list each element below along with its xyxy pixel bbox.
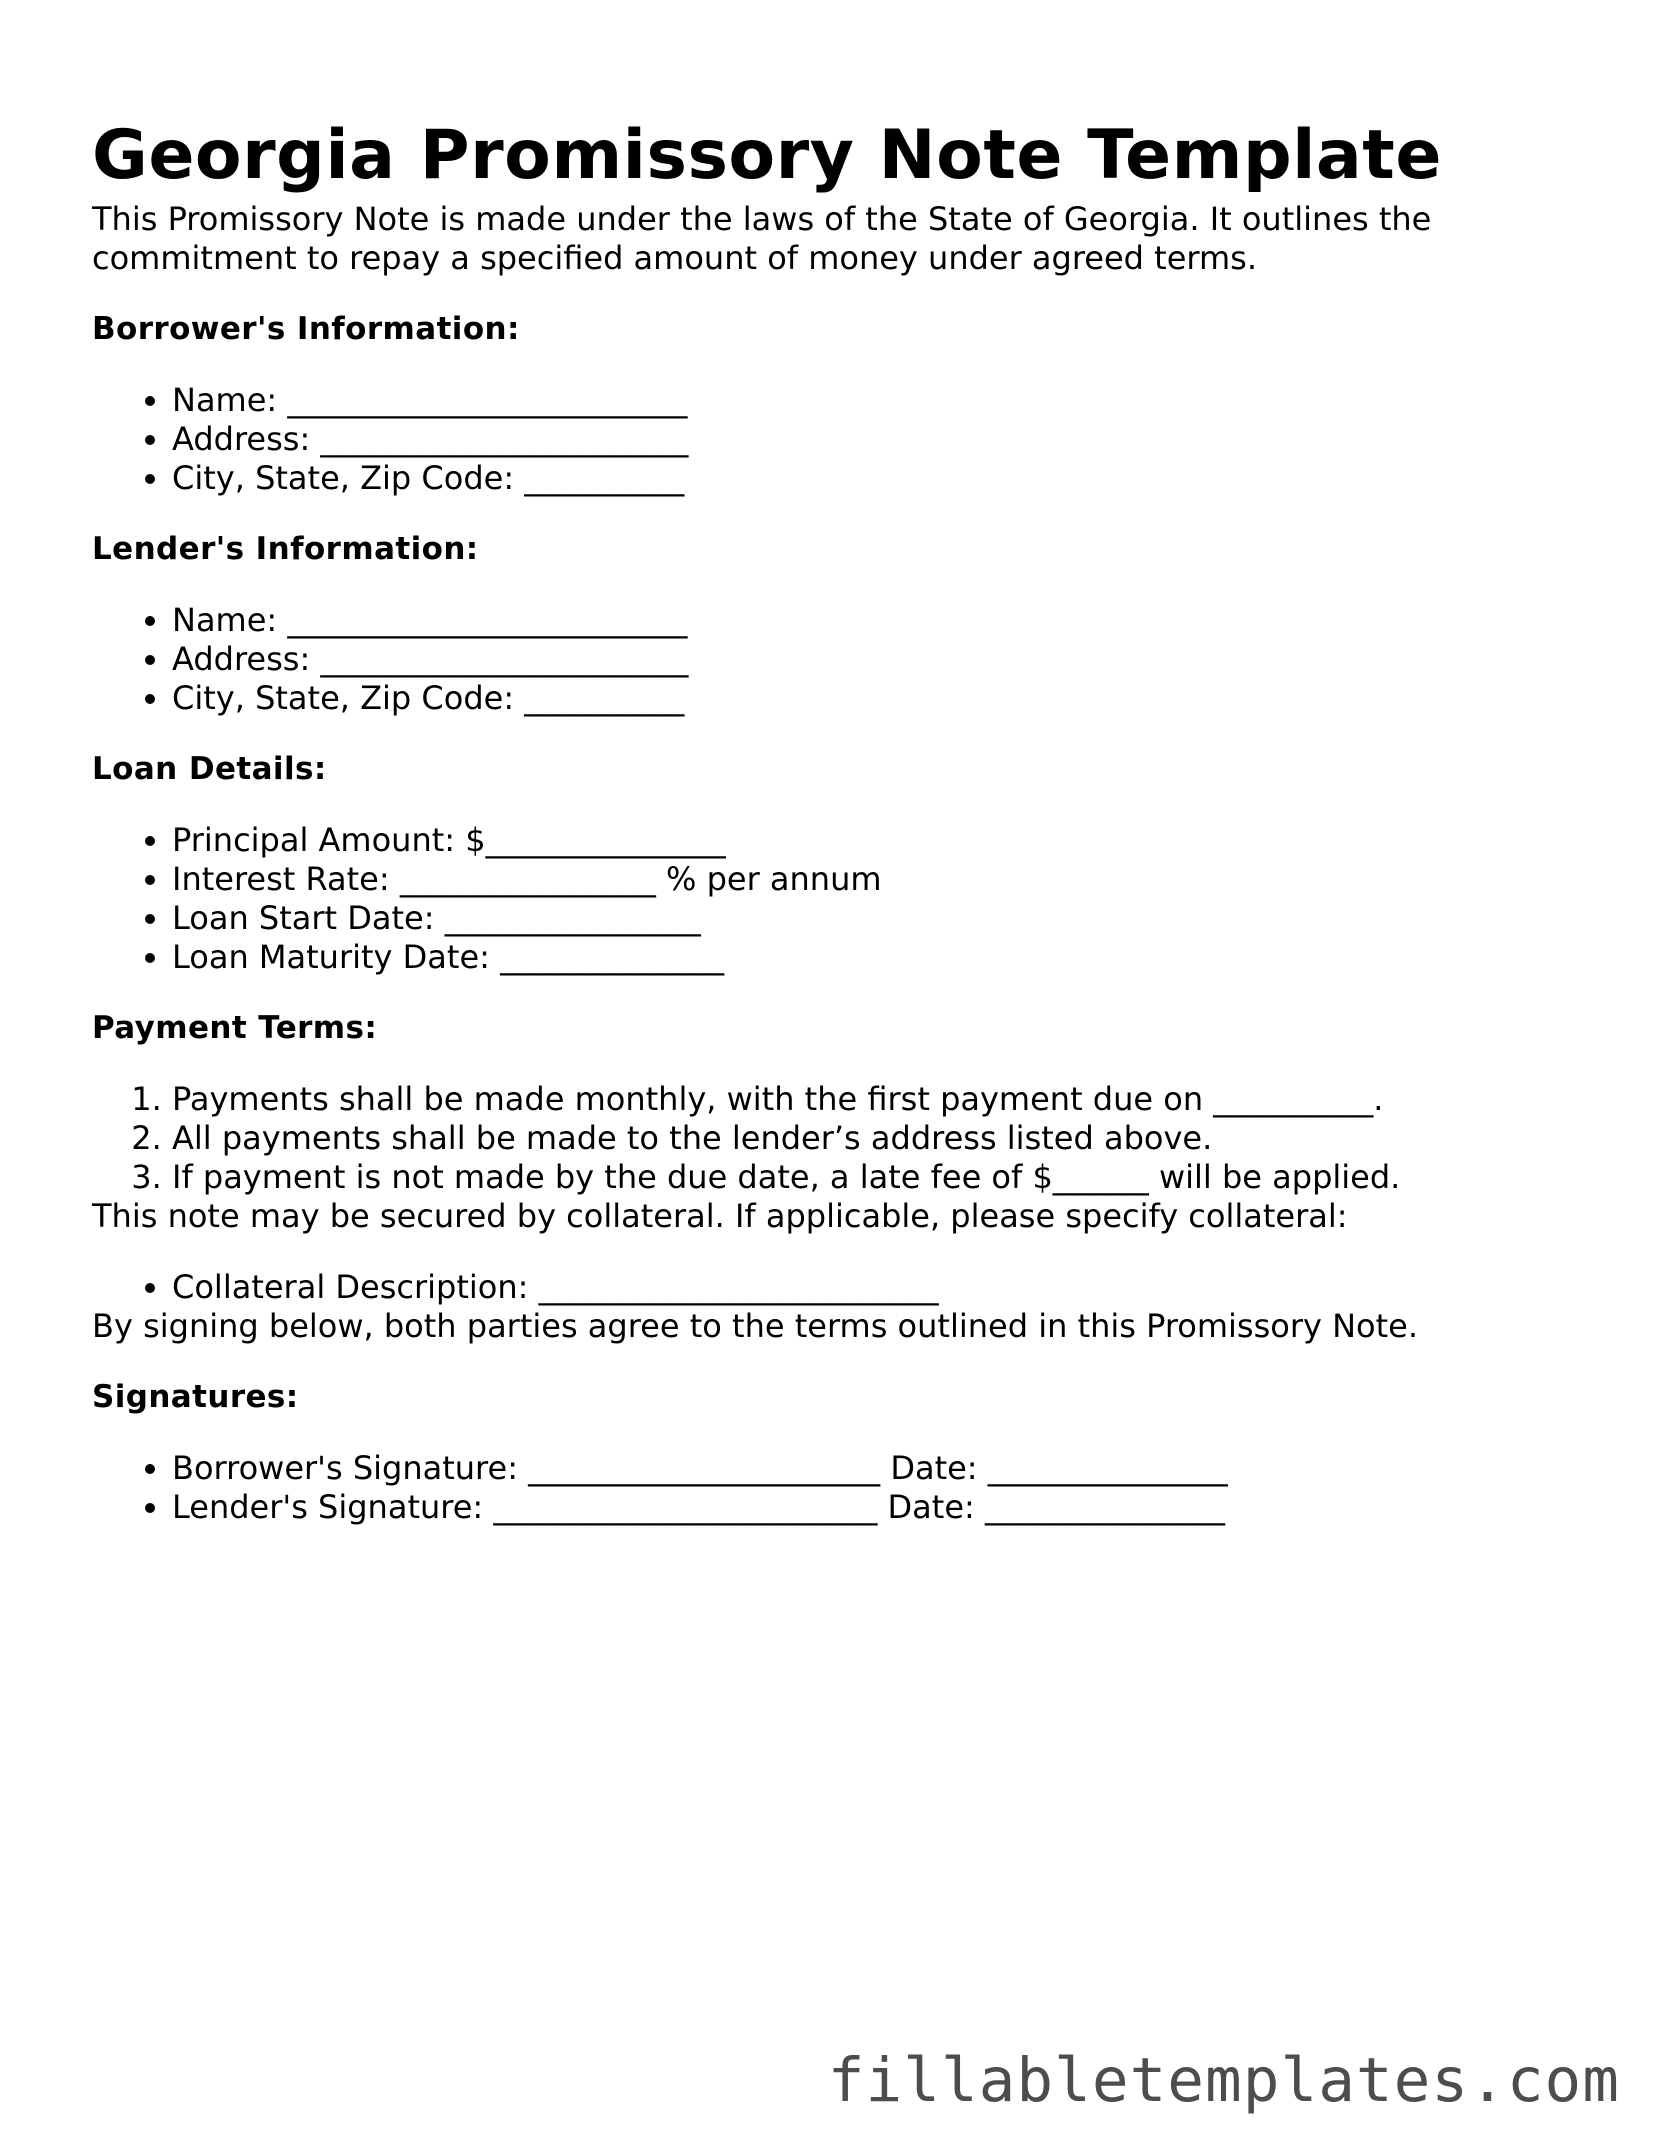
lender-city-state-zip-field: • City, State, Zip Code: __________ (172, 679, 1592, 718)
lender-name-field: • Name: _________________________ (172, 601, 1592, 640)
payment-terms-list (92, 1080, 1592, 1197)
collateral-list (92, 1268, 1592, 1307)
collateral-description-field: • Collateral Description: _________________________ (172, 1268, 1592, 1307)
payment-term-item: 1. Payments shall be made monthly, with the first payment due on __________. (172, 1080, 1592, 1119)
agreement-paragraph: By signing below, both parties agree to the terms outlined in this Promissory Note. (92, 1307, 1419, 1345)
principal-amount-field: • Principal Amount: $_______________ (172, 821, 1592, 860)
loan-details-heading: Loan Details: (92, 751, 327, 787)
page-title: Georgia Promissory Note Template (92, 116, 1442, 195)
borrower-name-field: • Name: _________________________ (172, 381, 1592, 420)
payment-term-item: 3. If payment is not made by the due date, a late fee of $______ will be applied. (172, 1158, 1592, 1197)
signatures-heading: Signatures: (92, 1379, 299, 1415)
lender-signature-field: • Lender's Signature: ________________________ Date: _______________ (172, 1488, 1592, 1527)
loan-start-date-field: • Loan Start Date: ________________ (172, 899, 1592, 938)
lender-list (92, 601, 1592, 718)
document-page (92, 112, 1592, 1527)
signatures-list (92, 1449, 1592, 1527)
payment-terms-heading: Payment Terms: (92, 1010, 378, 1046)
loan-details-list (92, 821, 1592, 977)
payment-term-item: 2. All payments shall be made to the lender’s address listed above. (172, 1119, 1592, 1158)
borrower-heading: Borrower's Information: (92, 311, 520, 347)
borrower-city-state-zip-field: • City, State, Zip Code: __________ (172, 459, 1592, 498)
watermark-text: fillabletemplates.com (827, 2045, 1620, 2116)
lender-address-field: • Address: _______________________ (172, 640, 1592, 679)
intro-paragraph: This Promissory Note is made under the laws of the State of Georgia. It outlines the commitment to repay a specified amount of money under agreed terms. (92, 200, 1432, 277)
borrower-list (92, 381, 1592, 498)
borrower-signature-field: • Borrower's Signature: ______________________ Date: _______________ (172, 1449, 1592, 1488)
borrower-address-field: • Address: _______________________ (172, 420, 1592, 459)
collateral-paragraph: This note may be secured by collateral. If applicable, please specify collateral: (92, 1197, 1348, 1235)
interest-rate-field: • Interest Rate: ________________ % per annum (172, 860, 1592, 899)
lender-heading: Lender's Information: (92, 531, 479, 567)
loan-maturity-date-field: • Loan Maturity Date: ______________ (172, 938, 1592, 977)
